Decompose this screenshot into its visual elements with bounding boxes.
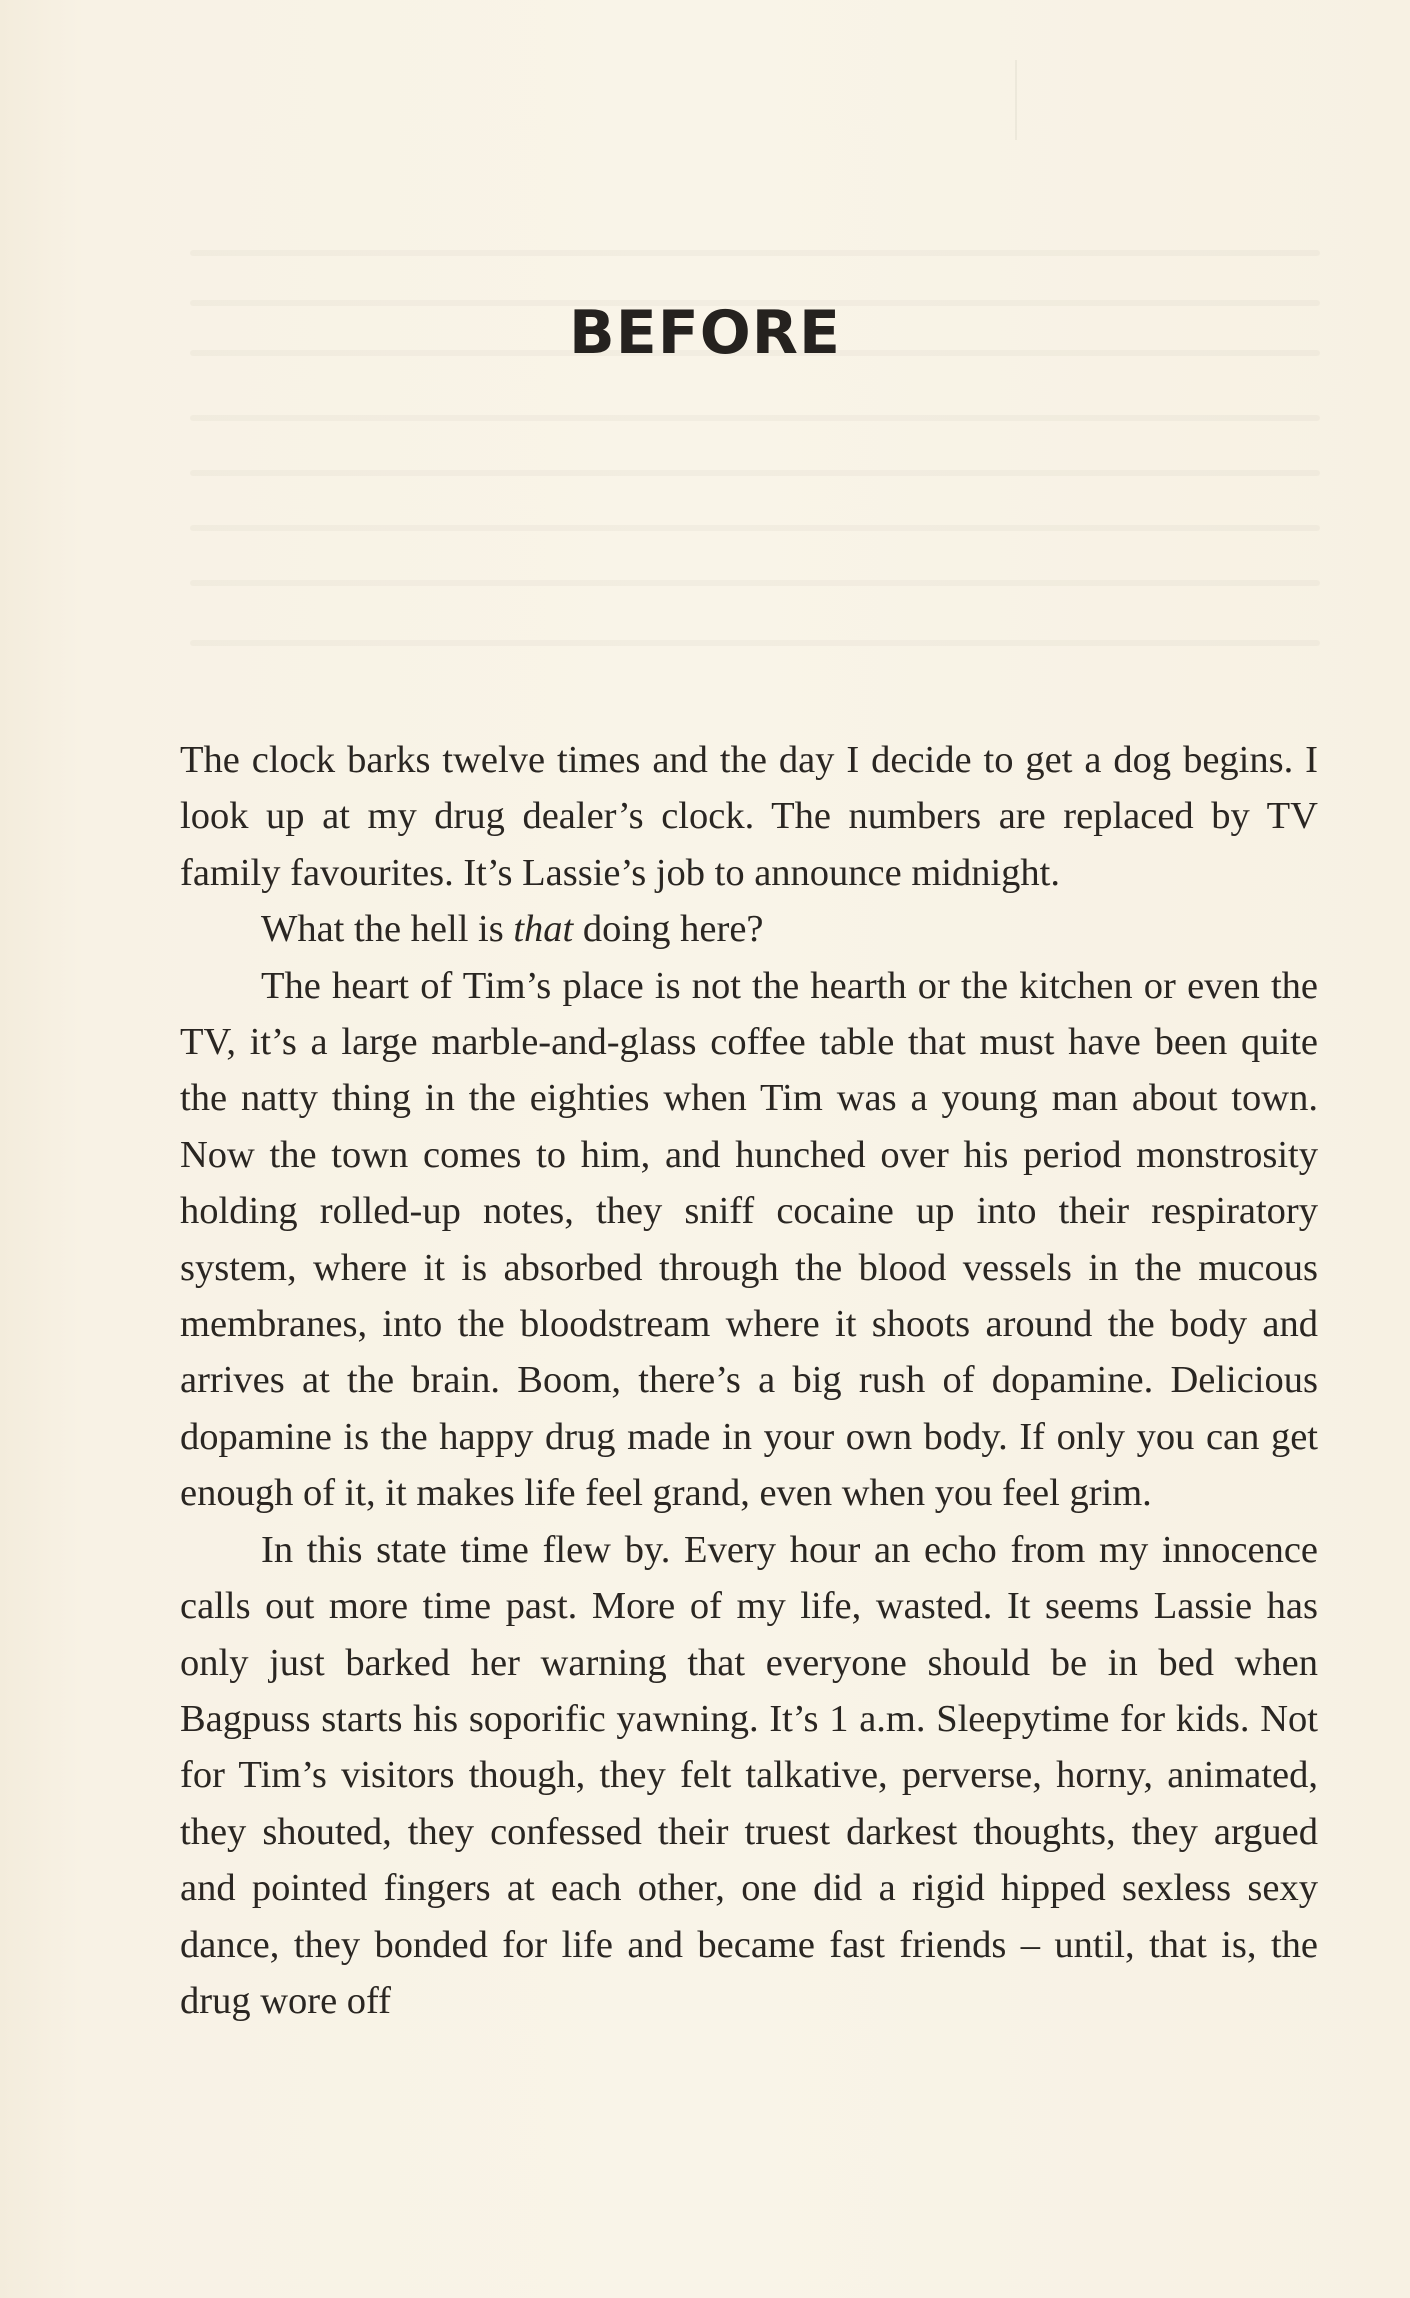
paragraph — [180, 901, 1318, 957]
paragraph-text: What the hell is — [261, 908, 514, 951]
show-through-line — [190, 580, 1320, 586]
show-through-line — [190, 470, 1320, 476]
chapter-body — [180, 732, 1318, 2029]
show-through-rule — [1015, 60, 1017, 140]
show-through-line — [190, 415, 1320, 421]
show-through-line — [190, 250, 1320, 256]
chapter-title: BEFORE — [569, 298, 841, 368]
paragraph: The heart of Tim’s place is not the hearth or the kitchen or even the TV, it’s a large marble-and-glass coffee table that must have been quite the natty thing in the eighties when Tim was a young man about town. Now the town comes to him, and hunched over his period monstrosity holding rolled-up notes, they sniff cocaine up into their respiratory system, where it is absorbed through the blood vessels in the mucous membranes, into the bloodstream where it shoots around the body and arrives at the brain. Boom, there’s a big rush of dopamine. Delicious dopamine is the happy drug made in your own body. If only you can get enough of it, it makes life feel grand, even when you feel grim. — [180, 964, 1318, 1515]
show-through-line — [190, 640, 1320, 646]
paragraph: The clock barks twelve times and the day I decide to get a dog begins. I look up at my drug dealer’s clock. The numbers are replaced by TV family favourites. It’s Lassie’s job to announce midnight. — [180, 739, 1318, 894]
paragraph: In this state time flew by. Every hour an echo from my innocence calls out more time past. More of my life, wasted. It seems Lassie has only just barked her warning that everyone should be in bed when Bagpuss starts his soporific yawning. It’s 1 a.m. Sleepytime for kids. Not for Tim’s visitors though, they felt talkative, perverse, horny, animated, they shouted, they confessed their truest darkest thoughts, they argued and pointed fingers at each other, one did a rigid hipped sexless sexy dance, they bonded for life and became fast friends – until, that is, the drug wore off — [180, 1528, 1318, 2022]
show-through-line — [190, 525, 1320, 531]
paragraph-text: doing here? — [573, 908, 764, 951]
emphasized-word: that — [513, 908, 574, 951]
